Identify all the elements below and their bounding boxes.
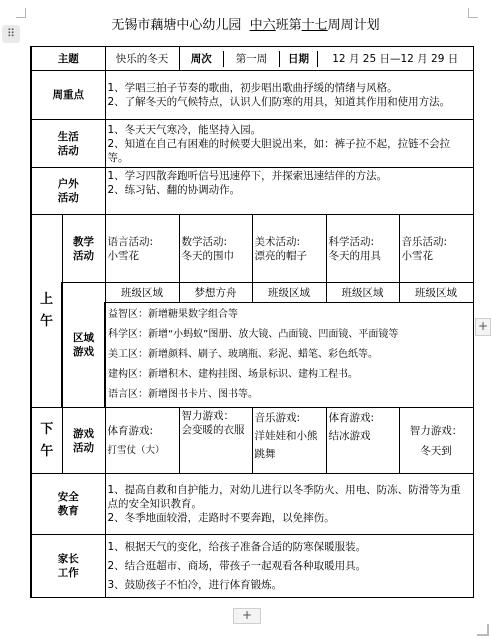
life-content [105, 120, 473, 168]
focus-label: 周重点 [31, 71, 105, 120]
zone-cell: 班级区域 [326, 283, 399, 303]
areas-label-a: 区域 [73, 332, 94, 344]
areas-label-b: 游戏 [73, 346, 94, 358]
zone-cell: 班级区域 [399, 283, 473, 303]
game-name: 体育游戏: [107, 424, 154, 437]
life-label-a: 生活 [57, 130, 79, 143]
teaching-topic: 小雪花 [107, 249, 139, 262]
parents-row [31, 535, 473, 598]
life-line: 1、冬天天气寒冷，能坚持入园。 [107, 123, 262, 136]
afternoon-label-a: 下 [40, 421, 54, 437]
add-row-button[interactable]: + [233, 608, 261, 624]
teaching-item [105, 215, 179, 283]
game-item [105, 408, 179, 474]
life-label [31, 120, 105, 168]
move-handle-icon[interactable]: ⠿ [2, 25, 20, 43]
week-number: 十七 [301, 18, 328, 33]
title-tail: 周周计划 [327, 18, 380, 33]
date-value: 12 月 25 日—12 月 29 日 [332, 52, 459, 65]
game-content: 冬天到 [420, 444, 452, 457]
zone-cell: 梦想方舟 [179, 283, 252, 303]
teaching-subject: 音乐活动: [401, 235, 448, 248]
outdoor-content [105, 168, 473, 215]
games-label-b: 活动 [73, 441, 94, 454]
outdoor-row [31, 168, 473, 215]
game-content: 洋娃娃和小熊跳舞 [254, 430, 318, 460]
outdoor-line: 2、练习钻、翻的协调动作。 [107, 184, 241, 196]
teaching-item [252, 215, 326, 283]
safety-row [31, 474, 473, 535]
zone-cell: 班级区域 [252, 283, 326, 303]
corner-mark-top-right [468, 8, 478, 18]
focus-line: 2、了解冬天的气候特点，认识人们防寒的用具，知道其作用和使用方法。 [107, 96, 451, 108]
outdoor-line: 1、学习四散奔跑听信号迅速停下，并探索迅速结伴的方法。 [107, 170, 388, 182]
outdoor-label-b: 活动 [57, 192, 79, 204]
theme-value: 快乐的冬天 [105, 47, 179, 71]
teaching-topic: 小雪花 [401, 249, 433, 262]
life-row [31, 120, 473, 168]
teaching-row [31, 215, 473, 283]
afternoon-label [31, 408, 62, 474]
teaching-item [326, 215, 399, 283]
game-content: 会变暖的衣服 [181, 424, 245, 436]
teaching-label [62, 215, 105, 283]
weekly-plan-table [30, 46, 474, 598]
morning-label-a: 上 [39, 292, 53, 307]
areas-label [62, 283, 105, 408]
safety-label-a: 安全 [57, 491, 79, 503]
safety-label [31, 474, 105, 535]
afternoon-label-b: 午 [40, 443, 54, 459]
teaching-item [399, 215, 473, 283]
games-label-a: 游戏 [73, 427, 94, 440]
teaching-subject: 科学活动: [328, 235, 375, 248]
zone-cell: 班级区域 [105, 283, 179, 303]
teaching-subject: 美术活动: [254, 235, 301, 248]
area-line: 语言区：新增图书卡片、图书等。 [108, 389, 258, 400]
area-line: 建构区：新增积木、建构挂图、场景标识、建构工程书。 [108, 369, 358, 380]
morning-label-b: 午 [39, 314, 53, 329]
focus-content [105, 71, 473, 120]
safety-label-b: 教育 [57, 505, 79, 517]
safety-line: 1、提高自救和自护能力，对幼儿进行以冬季防火、用电、防冻、防滑等为重点的安全知识教育。 [107, 484, 461, 510]
school-name: 无锡市藕塘中心幼儿园 [111, 18, 242, 33]
game-content: 结冰游戏 [328, 430, 371, 442]
parents-line: 2、结合逛超市、商场，带孩子一起观看各种取暖用具。 [107, 559, 367, 572]
game-name: 音乐游戏: [254, 412, 301, 424]
game-item [399, 408, 473, 474]
parents-line: 1、根据天气的变化，给孩子准备合适的防寒保暖服装。 [107, 540, 367, 553]
teaching-item [179, 215, 252, 283]
resize-icon[interactable] [477, 624, 489, 636]
safety-line: 2、冬季地面较滑，走路时不要奔跑，以免摔伤。 [107, 512, 335, 524]
teaching-label-b: 活动 [73, 249, 94, 262]
header-row [31, 47, 473, 71]
games-label [62, 408, 105, 474]
teaching-subject: 语言活动: [107, 235, 154, 248]
week-label: 周次 [180, 51, 224, 67]
area-line: 美工区：新增颜料、刷子、玻璃瓶、彩泥、蜡笔、彩色纸等。 [108, 349, 378, 360]
parents-line: 3、鼓励孩子不怕冷，进行体育锻炼。 [107, 578, 283, 591]
outdoor-label-a: 户外 [57, 178, 79, 190]
zones-row [31, 283, 473, 303]
teaching-subject: 数学活动: [181, 235, 228, 248]
class-word: 班第 [275, 18, 302, 33]
parents-label-a: 家长 [57, 553, 79, 565]
week-value: 第一周 [224, 51, 280, 67]
life-line: 2、知道在自己有困难的时候要大胆说出来，如：裤子拉不起，拉链不会拉等。 [107, 137, 451, 164]
game-item [326, 408, 399, 474]
class-value: 中六 [249, 18, 276, 33]
parents-label-b: 工作 [57, 567, 79, 579]
add-column-button[interactable]: + [475, 318, 491, 336]
outdoor-label [31, 168, 105, 215]
corner-mark-top-left [16, 8, 26, 18]
game-name: 智力游戏： [409, 424, 463, 437]
focus-line: 1、学唱三拍子节奏的歌曲，初步唱出歌曲抒缓的情绪与风格。 [107, 82, 398, 94]
focus-row [31, 71, 473, 120]
teaching-label-a: 教学 [73, 235, 94, 248]
area-line: 益智区：新增糖果数字组合等 [108, 309, 238, 320]
game-content: 打雪仗（大） [107, 444, 165, 456]
teaching-topic: 冬天的用具 [328, 249, 381, 262]
date-label: 日期 [280, 51, 318, 67]
theme-label: 主题 [31, 47, 105, 71]
game-item [179, 408, 252, 474]
week-date-cell [179, 47, 473, 71]
parents-label [31, 535, 105, 598]
parents-content [105, 535, 473, 598]
areas-content [105, 303, 473, 408]
game-name: 体育游戏: [328, 412, 375, 424]
teaching-topic: 漂亮的帽子 [254, 249, 307, 262]
safety-content [105, 474, 473, 535]
game-name: 智力游戏： [181, 410, 234, 422]
week-date-subtable [180, 51, 473, 67]
game-item [252, 408, 326, 474]
afternoon-row [31, 408, 473, 474]
teaching-topic: 冬天的围巾 [181, 249, 234, 262]
morning-label [31, 215, 62, 408]
life-label-b: 活动 [57, 144, 79, 157]
area-line: 科学区：新增“小蚂蚁”图册、放大镜、凸面镜、凹面镜、平面镜等 [108, 329, 399, 340]
page-title [0, 18, 491, 34]
